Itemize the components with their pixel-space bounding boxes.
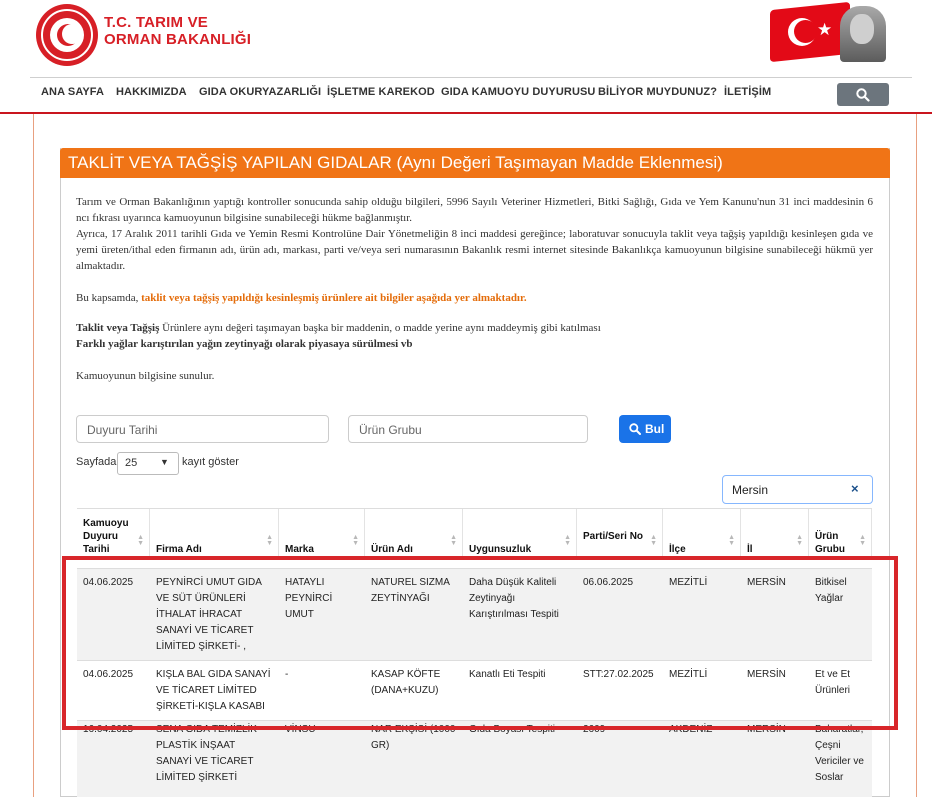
ministry-name[interactable]: T.C. TARIM VE ORMAN BAKANLIĞI [104, 14, 252, 48]
cell-lot: STT:27.02.2025 [583, 669, 654, 680]
sort-icon: ▲ ▼ [352, 534, 359, 547]
search-icon [856, 88, 870, 102]
cell-product: NATUREL SIZMA ZEYTİNYAĞI [371, 577, 450, 604]
cell-lot: 2609 [583, 724, 606, 735]
cell-district: MEZİTLİ [669, 669, 708, 680]
search-button-label: Bul [645, 422, 665, 436]
intro-paragraph-3: Bu kapsamda, taklit veya tağşiş yapıldığı kesinleşmiş ürünlere ait bilgiler aşağıda yer almaktadır. [76, 292, 527, 304]
table-header-row [77, 508, 872, 558]
intro-text [76, 194, 873, 384]
cell-date: 04.06.2025 [83, 577, 134, 588]
cell-company: PEYNİRCİ UMUT GIDA VE SÜT ÜRÜNLERİ İTHALAT İHRACAT SANAYİ VE TİCARET LİMİTED ŞİRKETİ- , [156, 577, 262, 652]
product-group-input[interactable]: Ürün Grubu [348, 415, 588, 443]
page-length-suffix: kayıt göster [182, 456, 239, 468]
announcement-date-input[interactable]: Duyuru Tarihi [76, 415, 329, 443]
table-search-input[interactable]: Mersin × [722, 475, 873, 504]
cell-product: KASAP KÖFTE (DANA+KUZU) [371, 669, 441, 696]
sort-icon: ▲ ▼ [450, 534, 457, 547]
card-header [60, 148, 890, 178]
nav-item-did-you-know[interactable]: BİLİYOR MUYDUNUZ? [598, 86, 718, 98]
cell-group: Bitkisel Yağlar [815, 577, 847, 604]
column-header-date[interactable]: Kamuoyu Duyuru Tarihi ▲ ▼ [77, 509, 150, 558]
cell-lot: 06.06.2025 [583, 577, 634, 588]
scope-highlight: taklit veya tağşiş yapıldığı kesinleşmiş ürünlere ait bilgiler aşağıda yer almaktadır. [141, 292, 527, 304]
search-button[interactable] [619, 415, 671, 443]
nav-item-business-qr[interactable]: İŞLETME KAREKOD [327, 86, 435, 98]
clear-icon[interactable]: × [851, 481, 859, 496]
cell-brand: - [285, 669, 289, 680]
intro-paragraph-2: Ayrıca, 17 Aralık 2011 tarihli Gıda ve Yemin Resmi Kontrolüne Dair Yönetmeliğin 8 inci maddesi gereğince; laboratuvar sonucuyla taklit veya tağşiş yapıldığı kesinleşen gıda ve yemi üreten/ithal eden firmanın adı, ürün adı, markası, parti ve/veya seri numarasının Bakanlık resmi internet sitesinde Bakanlıkça kamuoyunun bilgisine sunabileceği hükmü yer almaktadır. [76, 228, 873, 272]
nav-item-about[interactable]: HAKKIMIZDA [116, 86, 187, 98]
nav-underline [0, 112, 932, 114]
column-header-product[interactable]: Ürün Adı ▲ ▼ [365, 509, 463, 558]
highlight-box [62, 556, 898, 730]
flag-portrait-icon: ★ [770, 2, 886, 64]
column-header-nonconformity[interactable]: Uygunsuzluk ▲ ▼ [463, 509, 577, 558]
column-header-district[interactable]: İlçe ▲ ▼ [663, 509, 741, 558]
cell-nonconformity: Kanatlı Eti Tespiti [469, 669, 546, 680]
column-header-brand[interactable]: Marka ▲ ▼ [279, 509, 365, 558]
sort-icon: ▲ ▼ [796, 534, 803, 547]
nav-item-food-literacy[interactable]: GIDA OKURYAZARLIĞI [199, 86, 322, 98]
intro-paragraph-1: Tarım ve Orman Bakanlığının yaptığı kontroller sonucunda sahip olduğu bilgileri, 5996 Sayılı Veteriner Hizmetleri, Bitki Sağlığı, Gıda ve Yem Kanunu'nun 31 inci maddesinin 6 ncı fıkrası uyarınca kamuoyunun bilgisine sunabileceği hükme bağlanmıştır. [76, 196, 873, 224]
cell-district: MEZİTLİ [669, 577, 708, 588]
cell-date: 04.06.2025 [83, 669, 134, 680]
cell-brand: VİNSU [285, 724, 316, 735]
sort-icon: ▲ ▼ [728, 534, 735, 547]
column-header-lot[interactable]: Parti/Seri No ▲ ▼ [577, 509, 663, 558]
cell-date: 16.04.2025 [83, 724, 134, 735]
right-border [916, 114, 917, 797]
table-row[interactable] [77, 720, 872, 797]
cell-group: Baharatlar, Çeşni Vericiler ve Soslar [815, 724, 864, 783]
main-nav [30, 79, 912, 113]
sort-icon: ▲ ▼ [266, 534, 273, 547]
cell-province: MERSİN [747, 669, 786, 680]
closing-line: Kamuoyunun bilgisine sunulur. [76, 370, 215, 382]
column-header-company[interactable]: Firma Adı ▲ ▼ [150, 509, 279, 558]
cell-nonconformity: Daha Düşük Kaliteli Zeytinyağı Karıştırılması Tespiti [469, 577, 559, 620]
search-icon [629, 423, 641, 435]
cell-company: KIŞLA BAL GIDA SANAYİ VE TİCARET LİMİTED ŞİRKETİ-KIŞLA KASABI [156, 669, 271, 712]
nav-item-home[interactable]: ANA SAYFA [41, 86, 105, 98]
cell-province: MERSİN [747, 724, 786, 735]
ministry-logo-icon[interactable] [36, 4, 98, 66]
column-header-province[interactable]: İl ▲ ▼ [741, 509, 809, 558]
page-length-select[interactable]: 25 ▼ [117, 452, 179, 475]
cell-nonconformity: Gıda Boyası Tespiti [469, 724, 555, 735]
sort-icon: ▲ ▼ [137, 534, 144, 547]
sort-icon: ▲ ▼ [859, 534, 866, 547]
cell-company: SENA GIDA TEMİZLİK PLASTİK İNŞAAT SANAYİ VE TİCARET LİMİTED ŞİRKETİ [156, 724, 257, 783]
cell-province: MERSİN [747, 577, 786, 588]
site-header [0, 0, 932, 78]
cell-district: AKDENİZ [669, 724, 713, 735]
cell-group: Et ve Et Ürünleri [815, 669, 851, 696]
page-length-prefix: Sayfada [76, 456, 117, 468]
nav-item-public-announcement[interactable]: GIDA KAMUOYU DUYURUSU [441, 86, 596, 98]
nav-item-contact[interactable]: İLETİŞİM [724, 86, 772, 98]
example-line: Farklı yağlar karıştırılan yağın zeytinyağı olarak piyasaya sürülmesi vb [76, 338, 413, 350]
sort-icon: ▲ ▼ [650, 534, 657, 547]
column-header-group[interactable]: Ürün Grubu ▲ ▼ [809, 509, 872, 558]
cell-brand: HATAYLI PEYNİRCİ UMUT [285, 577, 333, 620]
chevron-down-icon: ▼ [160, 457, 169, 467]
cell-product: NAR EKŞİSİ (1000 GR) [371, 724, 456, 751]
sort-icon: ▲ ▼ [564, 534, 571, 547]
page-title: TAKLİT VEYA TAĞŞİŞ YAPILAN GIDALAR (Aynı Değeri Taşımayan Madde Eklenmesi) [68, 153, 723, 172]
left-border [33, 114, 34, 797]
definition-line: Taklit veya Tağşiş Ürünlere aynı değeri taşımayan başka bir maddenin, o madde yerine aynı maddeymiş gibi katılması [76, 322, 601, 334]
header-divider [30, 77, 912, 78]
nav-search-button[interactable] [837, 83, 889, 106]
